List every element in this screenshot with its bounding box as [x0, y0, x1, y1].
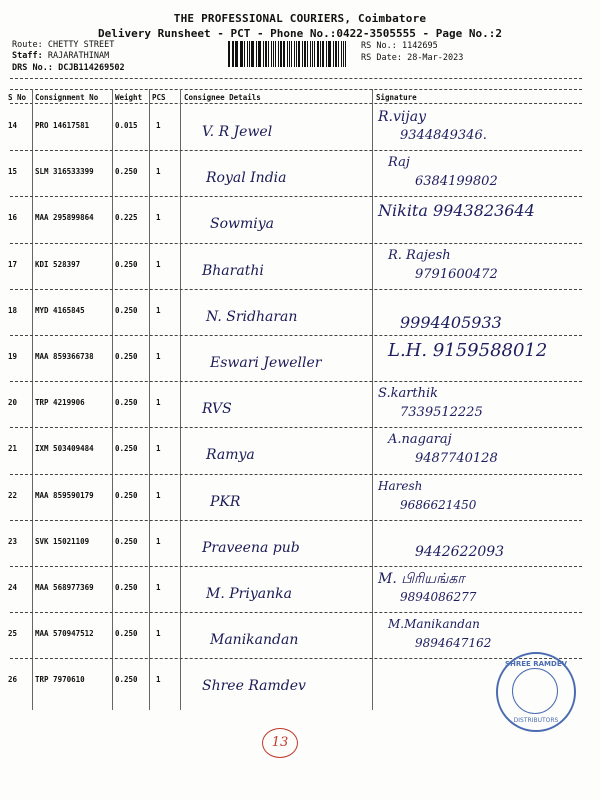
barcode-bar: [289, 41, 290, 67]
row-pcs: 1: [156, 259, 161, 269]
row-signature-phone: 9442622093: [415, 543, 505, 560]
col-consignment-header: Consignment No: [35, 93, 99, 102]
row-weight: 0.250: [115, 167, 138, 177]
row-sno: 24: [8, 583, 18, 592]
row-signature: R.vijay: [378, 109, 426, 125]
route-value: CHETTY STREET: [47, 40, 115, 50]
row-divider: [10, 243, 582, 244]
row-weight: 0.250: [115, 629, 138, 639]
barcode-bar: [256, 41, 257, 67]
row-signature-phone: 6384199802: [415, 174, 498, 190]
divider: [10, 89, 582, 90]
barcode-bar: [310, 41, 311, 67]
barcode-bar: [278, 41, 279, 67]
row-consignment-no: MAA 570947512: [35, 629, 94, 639]
row-signature: Haresh: [378, 478, 423, 493]
row-consignee-handwritten: V. R Jewel: [202, 124, 273, 140]
row-consignment-no: TRP 7970610: [35, 675, 85, 685]
barcode-bar: [232, 41, 233, 67]
column-rule: [180, 89, 181, 710]
staff-line: [12, 51, 109, 61]
row-divider: [10, 566, 582, 567]
divider: [10, 103, 582, 104]
barcode-bar: [273, 41, 275, 67]
row-sno: 17: [8, 259, 18, 269]
row-weight: 0.250: [115, 583, 138, 592]
column-rule: [32, 89, 33, 710]
row-pcs: 1: [156, 121, 161, 130]
row-weight: 0.225: [115, 213, 138, 223]
row-consignee-handwritten: Eswari Jeweller: [210, 355, 322, 371]
barcode-bar: [244, 41, 245, 67]
row-pcs: 1: [156, 583, 161, 592]
rs-no-line: [361, 41, 438, 51]
row-signature-phone: 9994405933: [400, 312, 502, 332]
row-consignment-no: MAA 859590179: [35, 490, 94, 500]
barcode-bar: [333, 41, 334, 67]
rs-no-value: 1142695: [401, 41, 438, 51]
barcode-bar: [320, 41, 321, 67]
barcode-bar: [335, 41, 337, 67]
row-weight: 0.250: [115, 398, 138, 408]
row-weight: 0.250: [115, 259, 138, 269]
row-pcs: 1: [156, 167, 161, 177]
barcode-bar: [298, 41, 300, 67]
drs-label: DRS No.:: [12, 63, 53, 73]
row-sno: 20: [8, 398, 18, 408]
row-divider: [10, 427, 582, 428]
col-sno-header: S No: [8, 93, 27, 102]
barcode-bar: [294, 41, 295, 67]
row-signature: L.H. 9159588012: [388, 340, 548, 361]
rs-no-label: RS No.:: [361, 41, 397, 51]
barcode-bar: [258, 41, 259, 67]
route-line: [12, 40, 114, 50]
barcode-bar: [307, 41, 309, 67]
row-consignment-no: MAA 568977369: [35, 583, 94, 592]
barcode-bar: [291, 41, 293, 67]
row-pcs: 1: [156, 490, 161, 500]
row-signature: S.karthik: [378, 386, 439, 402]
row-consignee-handwritten: Praveena pub: [202, 539, 300, 556]
row-consignee-handwritten: N. Sridharan: [206, 308, 298, 325]
row-signature: A.nagaraj: [388, 432, 452, 448]
row-pcs: 1: [156, 629, 161, 639]
barcode-bar: [343, 41, 345, 67]
row-signature-phone: 7339512225: [400, 405, 483, 421]
col-signature-header: Signature: [376, 93, 417, 102]
row-divider: [10, 150, 582, 151]
barcode-bar: [271, 41, 272, 67]
row-sno: 21: [8, 444, 18, 454]
column-rule: [372, 89, 373, 710]
row-consignment-no: IXM 503409484: [35, 444, 94, 454]
barcode-bar: [287, 41, 288, 67]
row-sno: 18: [8, 305, 18, 315]
row-signature: Nikita 9943823644: [378, 201, 535, 221]
staff-label: Staff:: [12, 51, 43, 61]
row-signature-phone: 9894647162: [415, 636, 492, 651]
col-consignee-header: Consignee Details: [184, 93, 261, 102]
row-sno: 23: [8, 536, 18, 546]
row-divider: [10, 196, 582, 197]
barcode: [228, 41, 348, 67]
barcode-bar: [249, 41, 251, 67]
stamp-bottom-text: DISTRIBUTORS: [513, 717, 559, 724]
row-consignment-no: MYD 4165845: [35, 305, 85, 315]
barcode-bar: [280, 41, 282, 67]
row-signature: M. பிரியங்கா: [378, 571, 465, 587]
row-weight: 0.250: [115, 675, 138, 685]
barcode-bar: [328, 41, 329, 67]
barcode-bar: [283, 41, 285, 67]
row-sno: 26: [8, 675, 18, 685]
row-sno: 22: [8, 490, 18, 500]
column-rule: [112, 89, 113, 710]
row-sno: 16: [8, 213, 18, 223]
row-sno: 15: [8, 167, 18, 177]
row-signature: R. Rajesh: [388, 247, 451, 263]
row-consignment-no: SVK 15021109: [35, 536, 90, 546]
barcode-bar: [247, 41, 248, 67]
barcode-bar: [341, 41, 342, 67]
row-signature-phone: 9487740128: [415, 451, 498, 467]
row-sno: 19: [8, 352, 18, 361]
barcode-bar: [228, 41, 230, 67]
row-pcs: 1: [156, 305, 161, 315]
row-consignee-handwritten: Royal India: [206, 170, 287, 187]
row-consignee-handwritten: PKR: [210, 493, 241, 510]
barcode-bar: [251, 41, 253, 67]
row-signature-phone: 9894086277: [400, 590, 477, 604]
row-weight: 0.250: [115, 490, 138, 500]
rs-date-label: RS Date:: [361, 53, 402, 63]
staff-value: RAJARATHINAM: [47, 51, 110, 61]
stamp-inner-ring: [512, 668, 558, 714]
row-weight: 0.250: [115, 444, 138, 454]
barcode-bar: [268, 41, 269, 67]
row-signature: M.Manikandan: [388, 617, 480, 632]
barcode-bar: [326, 41, 327, 67]
row-consignee-handwritten: Manikandan: [210, 632, 299, 649]
divider: [10, 78, 582, 79]
barcode-bar: [338, 41, 339, 67]
company-stamp: [496, 652, 576, 732]
rs-date-value: 28-Mar-2023: [407, 53, 464, 63]
barcode-bar: [302, 41, 303, 67]
column-rule: [149, 89, 150, 710]
row-weight: 0.250: [115, 305, 138, 315]
row-consignment-no: MAA 859366738: [35, 352, 94, 361]
barcode-bar: [275, 41, 276, 67]
row-consignee-handwritten: Sowmiya: [210, 216, 275, 233]
barcode-bar: [329, 41, 331, 67]
col-pcs-header: PCS: [152, 93, 166, 102]
row-weight: 0.015: [115, 121, 138, 130]
row-divider: [10, 474, 582, 475]
row-consignment-no: MAA 295899864: [35, 213, 94, 223]
page-mark: 13: [262, 728, 298, 758]
barcode-bar: [312, 41, 313, 67]
row-consignee-handwritten: M. Priyanka: [206, 586, 292, 602]
row-divider: [10, 335, 582, 336]
drs-value: DCJB114269502: [58, 63, 125, 73]
row-consignee-handwritten: Shree Ramdev: [202, 678, 306, 695]
row-divider: [10, 289, 582, 290]
row-sno: 14: [8, 121, 18, 130]
barcode-bar: [259, 41, 261, 67]
barcode-bar: [322, 41, 324, 67]
row-divider: [10, 381, 582, 382]
row-consignee-handwritten: RVS: [202, 401, 232, 418]
drs-line: [12, 63, 125, 73]
rs-date-line: [361, 53, 463, 63]
row-consignee-handwritten: Bharathi: [202, 262, 264, 279]
row-consignment-no: PRO 14617581: [35, 121, 90, 130]
row-pcs: 1: [156, 352, 161, 361]
barcode-bar: [314, 41, 315, 67]
company-title: THE PROFESSIONAL COURIERS, Coimbatore: [173, 12, 427, 25]
barcode-bar: [233, 41, 234, 67]
row-signature-phone: 9791600472: [415, 266, 498, 282]
barcode-bar: [263, 41, 264, 67]
row-pcs: 1: [156, 213, 161, 223]
runsheet-title: Delivery Runsheet - PCT - Phone No.:0422-3505555 - Page No.:2: [98, 27, 502, 40]
row-pcs: 1: [156, 675, 161, 685]
row-signature-phone: 9686621450: [400, 497, 477, 512]
barcode-bar: [345, 41, 346, 67]
barcode-bar: [304, 41, 306, 67]
barcode-bar: [296, 41, 297, 67]
route-label: Route:: [12, 40, 43, 50]
barcode-bar: [240, 41, 241, 67]
row-signature: Raj: [388, 155, 410, 171]
row-weight: 0.250: [115, 536, 138, 546]
barcode-bar: [235, 41, 237, 67]
row-signature-phone: 9344849346.: [400, 128, 487, 143]
stamp-top-text: SHREE RAMDEV: [504, 660, 568, 668]
barcode-bar: [241, 41, 243, 67]
row-weight: 0.250: [115, 352, 138, 361]
row-consignment-no: SLM 316533399: [35, 167, 94, 177]
row-consignment-no: TRP 4219906: [35, 398, 85, 408]
row-pcs: 1: [156, 536, 161, 546]
row-consignee-handwritten: Ramya: [206, 447, 255, 464]
row-consignment-no: KDI 528397: [35, 259, 81, 269]
row-sno: 25: [8, 629, 18, 639]
row-divider: [10, 612, 582, 613]
row-divider: [10, 520, 582, 521]
col-weight-header: Weight: [115, 93, 143, 102]
barcode-bar: [317, 41, 319, 67]
row-pcs: 1: [156, 398, 161, 408]
barcode-bar: [265, 41, 267, 67]
row-pcs: 1: [156, 444, 161, 454]
row-divider: [10, 658, 582, 659]
